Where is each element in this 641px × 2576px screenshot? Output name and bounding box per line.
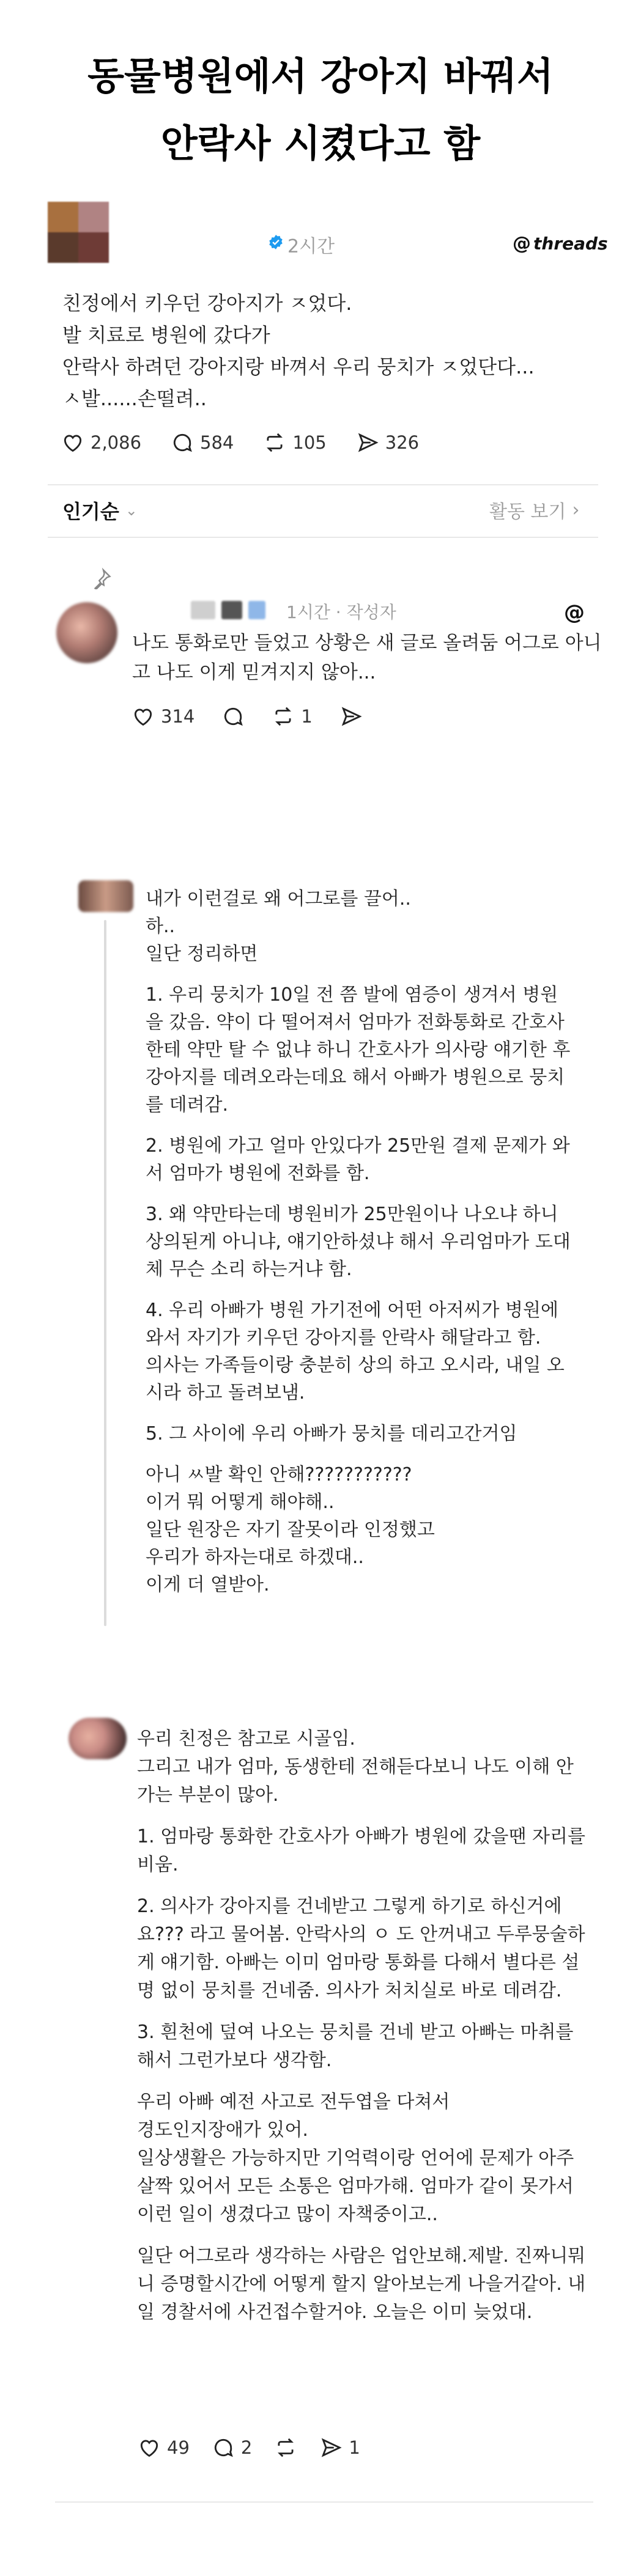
text-line: 내가 이런걸로 왜 어그로를 끌어.. [146, 888, 411, 910]
text-block [137, 1823, 590, 1879]
text-line: 5. 그 사이에 우리 아빠가 뭉치를 데리고간거임 [146, 1423, 517, 1444]
headline [0, 43, 641, 177]
text-line: 4. 우리 아빠가 병원 가기전에 어떤 아저씨가 병원에 와서 자기가 키우던 강아지를 안락사 해달라고 함. [146, 1300, 558, 1349]
post-text [62, 287, 601, 414]
brand-label: threads [533, 234, 608, 254]
text-line: 우리 친정은 참고로 시골임. [137, 1728, 355, 1750]
text-block [137, 1725, 590, 1809]
text-line: 2. 의사가 강아지를 건네받고 그렇게 하기로 하신거에요??? 라고 물어봄. 안락사의 ㅇ 도 안꺼내고 두루뭉술하게 얘기함. 아빠는 이미 엄마랑 통화를 다해서 별다른 설명 없이 뭉치를 건네줌. 의사가 처치실로 바로 데려감. [137, 1896, 585, 2001]
heart-icon [61, 431, 84, 454]
text-block [146, 1461, 574, 1599]
activity-label: 활동 보기 [489, 501, 566, 523]
repost-button[interactable] [263, 431, 326, 454]
text-line: 1. 엄마랑 통화한 간호사가 아빠가 병원에 갔을땐 자리를 비움. [137, 1826, 585, 1875]
capture3-avatar [69, 1718, 127, 1759]
reply-count: 584 [200, 432, 234, 453]
like-count: 314 [161, 706, 195, 727]
repost-button[interactable] [274, 2436, 297, 2459]
divider [48, 537, 598, 538]
text-line: 일단 어그로라 생각하는 사람은 업안보해.제발. 진짜니뭐니 증명할시간에 어떻게 할지 알아보는게 나을거같아. 내일 경찰서에 사건접수할거야. 오늘은 이미 늦었대. [137, 2245, 586, 2323]
text-block [137, 2018, 590, 2075]
like-count: 49 [167, 2437, 190, 2458]
text-block [137, 2242, 590, 2327]
divider [55, 2501, 593, 2503]
sort-dropdown[interactable] [62, 496, 138, 524]
post-line: 친정에서 키우던 강아지가 ㅈ었다. [62, 292, 352, 315]
send-icon [319, 2436, 343, 2459]
reply-button[interactable] [171, 431, 234, 454]
threads-logo [513, 233, 608, 254]
reply-button[interactable] [212, 2436, 252, 2459]
like-count: 2,086 [91, 432, 142, 453]
text-line: 우리 아빠 예전 사고로 전두엽을 다쳐서 [137, 2091, 450, 2113]
text-line: 경도인지장애가 있어. [137, 2119, 308, 2141]
comment-icon [221, 705, 245, 728]
post-line: 발 치료로 병원에 갔다가 [62, 323, 270, 347]
share-button[interactable] [356, 431, 419, 454]
heart-icon [132, 705, 155, 728]
text-line: 3. 왜 약만타는데 병원비가 25만원이나 나오냐 하니 상의된게 아니냐, 얘기안하셨냐 해서 우리엄마가 도대체 무슨 소리 하는거냐 함. [146, 1204, 571, 1280]
like-button[interactable] [132, 705, 195, 728]
pin-icon [91, 567, 113, 592]
author-avatar[interactable] [48, 202, 109, 263]
share-button[interactable] [319, 2436, 360, 2459]
capture3-text [137, 1725, 590, 2340]
send-icon [356, 431, 379, 454]
repost-count: 1 [301, 706, 313, 727]
repost-button[interactable] [272, 705, 312, 728]
reply-author-redacted [191, 601, 265, 619]
text-block [146, 1132, 574, 1187]
text-block [146, 981, 574, 1119]
text-line: 일단 원장은 자기 잘못이라 인정했고 [146, 1519, 435, 1540]
chevron-right-icon: › [572, 499, 580, 521]
text-line: 2. 병원에 가고 얼마 안있다가 25만원 결제 문제가 와서 엄마가 병원에 전화를 함. [146, 1135, 570, 1184]
share-button[interactable] [339, 705, 363, 728]
post-actions [61, 431, 419, 454]
capture2-text [146, 885, 574, 1612]
verified-badge-icon [268, 234, 284, 252]
sort-label: 인기순 [62, 500, 119, 523]
text-block [146, 1297, 574, 1407]
text-line: 우리가 하자는대로 하겠대.. [146, 1547, 364, 1568]
author-name-redacted [120, 208, 242, 229]
text-block [137, 2088, 590, 2229]
reply-avatar[interactable] [56, 602, 117, 663]
text-line: 일상생활은 가능하지만 기억력이랑 언어에 문제가 아주 살짝 있어서 모든 소통은 엄마가해. 엄마가 같이 못가서 이런 일이 생겼다고 많이 자책중이고.. [137, 2147, 574, 2225]
headline-line-1: 동물병원에서 강아지 바꿔서 [87, 54, 554, 98]
post-time: 2시간 [287, 236, 335, 257]
reply-meta: 1시간 · 작성자 [286, 602, 396, 622]
text-line: 3. 흰천에 덮여 나오는 뭉치를 건네 받고 아빠는 마취를 해서 그런가보다 생각함. [137, 2022, 574, 2071]
text-block [146, 885, 574, 968]
reply-count: 2 [240, 2437, 253, 2458]
text-line: 의사는 가족들이랑 충분히 상의 하고 오시라, 내일 오시라 하고 돌려보냄. [146, 1355, 565, 1404]
text-block [146, 1420, 574, 1448]
text-line: 이거 뭐 어떻게 해야해.. [146, 1492, 335, 1513]
text-line: 1. 우리 뭉치가 10일 전 쯤 발에 염증이 생겨서 병원을 갔음. 약이 다 떨어져서 엄마가 전화통화로 간호사한테 약만 탈 수 없냐 하니 간호사가 의사랑 얘기한 후 강아지를 데려오라는데요 해서 아빠가 병원으로 뭉치를 데려감. [146, 984, 571, 1116]
post-line: 안락사 하려던 강아지랑 바껴서 우리 뭉치가 ㅈ었단다... [62, 355, 535, 378]
like-button[interactable] [138, 2436, 190, 2459]
text-line: 일단 정리하면 [146, 943, 258, 965]
threads-icon: @ [564, 600, 585, 625]
text-line: 하.. [146, 916, 176, 937]
text-block [146, 1201, 574, 1283]
reply-button[interactable] [221, 705, 245, 728]
repost-icon [263, 431, 286, 454]
divider [48, 484, 598, 485]
repost-icon [274, 2436, 297, 2459]
repost-count: 105 [292, 432, 327, 453]
like-button[interactable] [61, 431, 141, 454]
thread-line [104, 920, 106, 1626]
share-count: 326 [385, 432, 420, 453]
text-line: 아니 ㅆ발 확인 안해??????????? [146, 1464, 412, 1485]
chevron-down-icon: ⌄ [125, 502, 138, 519]
headline-line-2: 안락사 시켰다고 함 [160, 121, 481, 166]
text-line: 그리고 내가 엄마, 동생한테 전해듣다보니 나도 이해 안가는 부분이 많아. [137, 1756, 574, 1806]
capture3-actions [138, 2436, 360, 2459]
threads-icon: @ [513, 233, 531, 254]
post-line: ㅅ발......손떨려.. [62, 387, 207, 410]
share-count: 1 [349, 2437, 360, 2458]
comment-icon [212, 2436, 235, 2459]
activity-link[interactable] [489, 496, 579, 523]
text-line: 이게 더 열받아. [146, 1574, 270, 1595]
comment-icon [171, 431, 194, 454]
capture2-avatar [78, 880, 133, 912]
heart-icon [138, 2436, 161, 2459]
text-block [137, 1893, 590, 2005]
reply-actions [132, 705, 363, 728]
send-icon [339, 705, 363, 728]
repost-icon [272, 705, 295, 728]
reply-text: 나도 통화로만 들었고 상황은 새 글로 올려둠 어그로 아니고 나도 이게 믿겨지지 않아... [132, 632, 602, 683]
